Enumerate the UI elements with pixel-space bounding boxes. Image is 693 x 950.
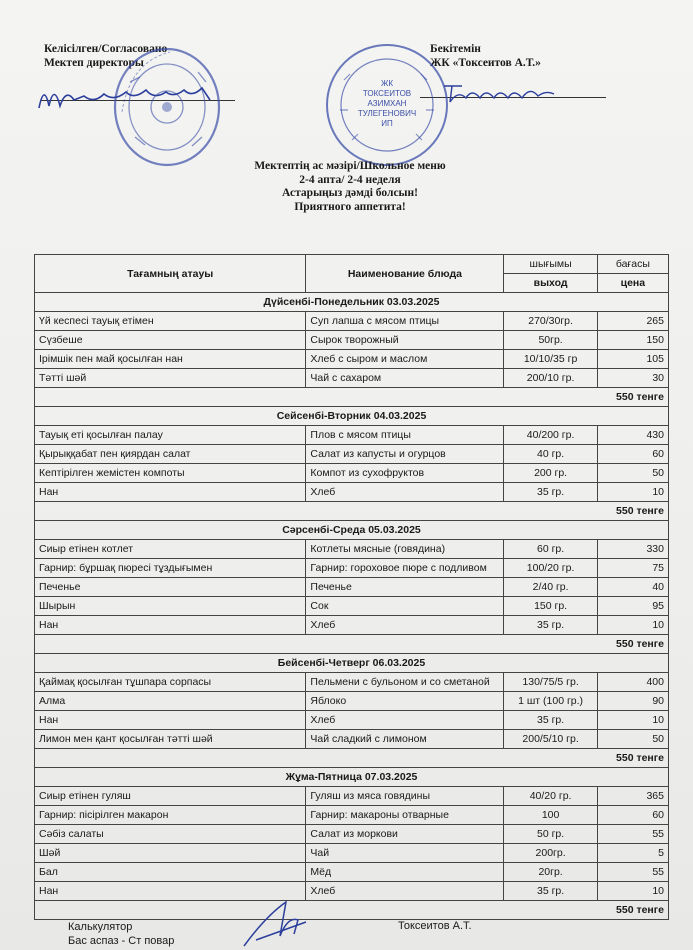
table-row bbox=[35, 673, 669, 692]
dish-name-kz: Сиыр етінен котлет bbox=[35, 540, 306, 559]
col-header-price-kz: бағасы bbox=[597, 255, 668, 274]
dish-price: 150 bbox=[597, 331, 668, 350]
dish-name-ru: Плов с мясом птицы bbox=[306, 426, 504, 445]
total-row bbox=[35, 635, 669, 654]
director-signature bbox=[34, 78, 224, 118]
stamp-line-5: ИП bbox=[381, 119, 393, 128]
dish-portion: 10/10/35 гр bbox=[504, 350, 597, 369]
dish-name-ru: Гарнир: макароны отварные bbox=[306, 806, 504, 825]
dish-name-kz: Тәтті шәй bbox=[35, 369, 306, 388]
table-row bbox=[35, 806, 669, 825]
day-row bbox=[35, 768, 669, 787]
total-row bbox=[35, 749, 669, 768]
dish-portion: 2/40 гр. bbox=[504, 578, 597, 597]
total-row bbox=[35, 388, 669, 407]
agreed-title: Келісілген/Согласовано bbox=[44, 43, 168, 55]
stamp-line-4: ТУЛЕГЕНОВИЧ bbox=[357, 109, 417, 118]
dish-name-kz: Алма bbox=[35, 692, 306, 711]
footer-chef: Бас аспаз - Ст повар bbox=[68, 935, 175, 947]
dish-name-ru: Пельмени с бульоном и со сметаной bbox=[306, 673, 504, 692]
table-row bbox=[35, 445, 669, 464]
dish-price: 60 bbox=[597, 806, 668, 825]
dish-name-ru: Яблоко bbox=[306, 692, 504, 711]
table-row bbox=[35, 483, 669, 502]
dish-price: 5 bbox=[597, 844, 668, 863]
dish-price: 55 bbox=[597, 825, 668, 844]
total-row bbox=[35, 901, 669, 920]
dish-portion: 150 гр. bbox=[504, 597, 597, 616]
col-header-kz: Тағамның атауы bbox=[35, 255, 306, 293]
table-row bbox=[35, 692, 669, 711]
menu-title: Мектептің ас мәзірі/Школьное меню bbox=[254, 160, 446, 172]
dish-portion: 50гр. bbox=[504, 331, 597, 350]
dish-name-ru: Сок bbox=[306, 597, 504, 616]
day-title: Жұма-Пятница 07.03.2025 bbox=[35, 768, 669, 787]
dish-portion: 200 гр. bbox=[504, 464, 597, 483]
dish-name-ru: Компот из сухофруктов bbox=[306, 464, 504, 483]
total-row bbox=[35, 502, 669, 521]
chef-signature bbox=[236, 896, 316, 950]
table-head-row bbox=[35, 255, 669, 274]
menu-week: 2-4 апта/ 2-4 неделя bbox=[299, 173, 401, 186]
stamp-line-1: ЖК bbox=[380, 79, 394, 88]
table-row bbox=[35, 369, 669, 388]
dish-price: 400 bbox=[597, 673, 668, 692]
footer-calc: Калькулятор bbox=[68, 921, 133, 933]
dish-name-kz: Қырыққабат пен қиярдан салат bbox=[35, 445, 306, 464]
table-row bbox=[35, 882, 669, 901]
table-row bbox=[35, 730, 669, 749]
dish-name-ru: Чай сладкий с лимоном bbox=[306, 730, 504, 749]
table-row bbox=[35, 331, 669, 350]
table-row bbox=[35, 578, 669, 597]
table-row bbox=[35, 559, 669, 578]
menu-header bbox=[200, 160, 500, 214]
dish-portion: 35 гр. bbox=[504, 882, 597, 901]
dish-price: 10 bbox=[597, 882, 668, 901]
dish-price: 95 bbox=[597, 597, 668, 616]
dish-name-ru: Гуляш из мяса говядины bbox=[306, 787, 504, 806]
dish-portion: 100 bbox=[504, 806, 597, 825]
col-header-out-kz: шығымы bbox=[504, 255, 597, 274]
dish-portion: 50 гр. bbox=[504, 825, 597, 844]
dish-name-ru: Мёд bbox=[306, 863, 504, 882]
day-total: 550 тенге bbox=[35, 901, 669, 920]
day-total: 550 тенге bbox=[35, 749, 669, 768]
dish-portion: 20гр. bbox=[504, 863, 597, 882]
dish-price: 330 bbox=[597, 540, 668, 559]
dish-portion: 40/20 гр. bbox=[504, 787, 597, 806]
table-row bbox=[35, 844, 669, 863]
dish-name-kz: Сүзбеше bbox=[35, 331, 306, 350]
day-total: 550 тенге bbox=[35, 502, 669, 521]
dish-name-kz: Гарнир: пісірілген макарон bbox=[35, 806, 306, 825]
dish-name-kz: Ірімшік пен май қосылған нан bbox=[35, 350, 306, 369]
dish-name-kz: Лимон мен қант қосылған тәтті шәй bbox=[35, 730, 306, 749]
table-row bbox=[35, 350, 669, 369]
dish-name-ru: Хлеб bbox=[306, 616, 504, 635]
day-row bbox=[35, 407, 669, 426]
dish-price: 430 bbox=[597, 426, 668, 445]
table-row bbox=[35, 426, 669, 445]
approved-title: Бекітемін bbox=[430, 43, 481, 55]
dish-name-ru: Суп лапша с мясом птицы bbox=[306, 312, 504, 331]
dish-name-ru: Котлеты мясные (говядина) bbox=[306, 540, 504, 559]
day-row bbox=[35, 654, 669, 673]
dish-portion: 35 гр. bbox=[504, 616, 597, 635]
dish-portion: 40 гр. bbox=[504, 445, 597, 464]
dish-name-kz: Шәй bbox=[35, 844, 306, 863]
dish-name-ru: Салат из капусты и огурцов bbox=[306, 445, 504, 464]
menu-table-body bbox=[35, 293, 669, 920]
dish-name-kz: Үй кеспесі тауық етімен bbox=[35, 312, 306, 331]
dish-name-ru: Чай bbox=[306, 844, 504, 863]
menu-table bbox=[34, 254, 669, 920]
table-row bbox=[35, 711, 669, 730]
dish-name-kz: Сиыр етінен гуляш bbox=[35, 787, 306, 806]
dish-portion: 1 шт (100 гр.) bbox=[504, 692, 597, 711]
table-row bbox=[35, 464, 669, 483]
agreed-role: Мектеп директоры bbox=[44, 57, 144, 69]
dish-portion: 200гр. bbox=[504, 844, 597, 863]
dish-portion: 60 гр. bbox=[504, 540, 597, 559]
dish-name-kz: Бал bbox=[35, 863, 306, 882]
dish-name-kz: Сәбіз салаты bbox=[35, 825, 306, 844]
table-row bbox=[35, 787, 669, 806]
table-row bbox=[35, 863, 669, 882]
dish-name-ru: Салат из моркови bbox=[306, 825, 504, 844]
dish-name-ru: Хлеб bbox=[306, 483, 504, 502]
dish-name-kz: Печенье bbox=[35, 578, 306, 597]
dish-price: 50 bbox=[597, 464, 668, 483]
dish-name-kz: Нан bbox=[35, 882, 306, 901]
footer-roles bbox=[68, 920, 174, 948]
dish-price: 50 bbox=[597, 730, 668, 749]
dish-name-ru: Чай с сахаром bbox=[306, 369, 504, 388]
col-header-ru: Наименование блюда bbox=[306, 255, 504, 293]
day-title: Сәрсенбі-Среда 05.03.2025 bbox=[35, 521, 669, 540]
table-row bbox=[35, 597, 669, 616]
dish-price: 10 bbox=[597, 711, 668, 730]
dish-price: 75 bbox=[597, 559, 668, 578]
dish-portion: 35 гр. bbox=[504, 483, 597, 502]
dish-portion: 100/20 гр. bbox=[504, 559, 597, 578]
dish-name-kz: Нан bbox=[35, 483, 306, 502]
dish-portion: 200/10 гр. bbox=[504, 369, 597, 388]
dish-price: 265 bbox=[597, 312, 668, 331]
table-row bbox=[35, 825, 669, 844]
dish-portion: 200/5/10 гр. bbox=[504, 730, 597, 749]
col-header-out-ru: выход bbox=[504, 274, 597, 293]
dish-name-ru: Гарнир: гороховое пюре с подливом bbox=[306, 559, 504, 578]
menu-table-head bbox=[35, 255, 669, 293]
dish-name-kz: Тауық еті қосылған палау bbox=[35, 426, 306, 445]
dish-price: 90 bbox=[597, 692, 668, 711]
day-title: Дүйсенбі-Понедельник 03.03.2025 bbox=[35, 293, 669, 312]
dish-price: 30 bbox=[597, 369, 668, 388]
dish-name-kz: Гарнир: бұршақ пюресі тұздығымен bbox=[35, 559, 306, 578]
dish-portion: 130/75/5 гр. bbox=[504, 673, 597, 692]
dish-name-ru: Печенье bbox=[306, 578, 504, 597]
table-row bbox=[35, 312, 669, 331]
approved-role: ЖК «Токсеитов А.Т.» bbox=[430, 57, 541, 69]
col-header-price-ru: цена bbox=[597, 274, 668, 293]
dish-price: 40 bbox=[597, 578, 668, 597]
day-total: 550 тенге bbox=[35, 388, 669, 407]
table-row bbox=[35, 616, 669, 635]
footer-name: Токсеитов А.Т. bbox=[398, 920, 472, 932]
day-row bbox=[35, 521, 669, 540]
dish-price: 10 bbox=[597, 483, 668, 502]
dish-name-kz: Кептірілген жемістен компоты bbox=[35, 464, 306, 483]
ip-signature bbox=[440, 80, 560, 106]
dish-price: 55 bbox=[597, 863, 668, 882]
dish-name-kz: Нан bbox=[35, 616, 306, 635]
menu-wish-kz: Астарыңыз дәмді болсын! bbox=[282, 187, 418, 199]
day-title: Бейсенбі-Четверг 06.03.2025 bbox=[35, 654, 669, 673]
day-total: 550 тенге bbox=[35, 635, 669, 654]
dish-name-kz: Шырын bbox=[35, 597, 306, 616]
dish-price: 105 bbox=[597, 350, 668, 369]
dish-name-ru: Сырок творожный bbox=[306, 331, 504, 350]
dish-portion: 270/30гр. bbox=[504, 312, 597, 331]
day-row bbox=[35, 293, 669, 312]
dish-portion: 40/200 гр. bbox=[504, 426, 597, 445]
dish-name-kz: Нан bbox=[35, 711, 306, 730]
dish-name-ru: Хлеб bbox=[306, 711, 504, 730]
dish-price: 365 bbox=[597, 787, 668, 806]
dish-portion: 35 гр. bbox=[504, 711, 597, 730]
table-row bbox=[35, 540, 669, 559]
menu-wish-ru: Приятного аппетита! bbox=[294, 200, 406, 213]
day-title: Сейсенбі-Вторник 04.03.2025 bbox=[35, 407, 669, 426]
stamp-line-3: АЗИМХАН bbox=[367, 99, 407, 108]
dish-name-ru: Хлеб bbox=[306, 882, 504, 901]
dish-name-kz: Қаймақ қосылған тұшпара сорпасы bbox=[35, 673, 306, 692]
dish-price: 60 bbox=[597, 445, 668, 464]
ip-seal-stamp bbox=[322, 40, 452, 170]
stamp-line-2: ТОКСЕИТОВ bbox=[362, 89, 412, 98]
dish-price: 10 bbox=[597, 616, 668, 635]
dish-name-ru: Хлеб с сыром и маслом bbox=[306, 350, 504, 369]
